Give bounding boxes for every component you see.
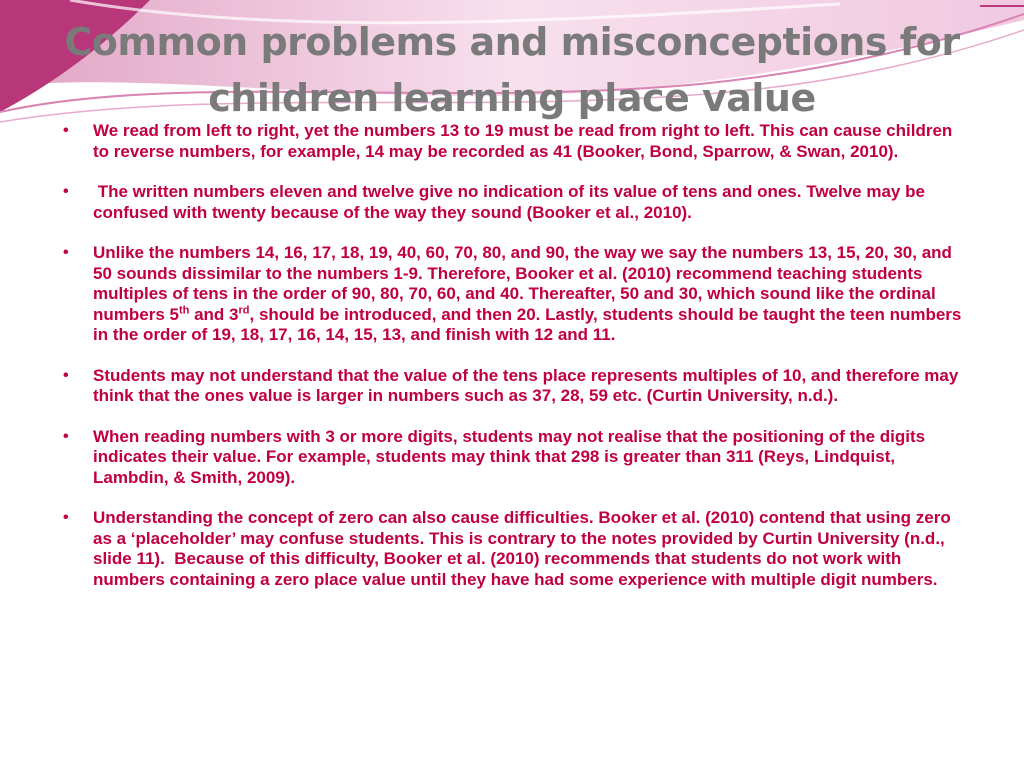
bullet-item [60,427,965,489]
bullet-marker-icon: • [63,366,69,384]
bullet-text: When reading numbers with 3 or more digits, students may not realise that the positioning of the digits indicates their value. For example, students may think that 298 is greater than 311 (Reys, Lindquist, Lambdin, & Smith, 2009). [93,426,926,487]
ordinal-superscript: th [178,303,190,316]
bullet-list [60,121,965,610]
bullet-text: Understanding the concept of zero can also cause difficulties. Booker et al. (2010) contend that using zero as a ‘placeholder’ may confuse students. This is contrary to the notes provided by Curtin University (n.d., slide 11). Because of this difficulty, Booker et al. (2010) recommends that students do not work with numbers containing a zero place value until they have had some experience with multiple digit numbers. [93,508,956,589]
bullet-text-part: Unlike the numbers 14, 16, 17, 18, 19, 40, 60, 70, 80, and 90, the way we say the numbers 13, 15, 20, 30, and 50 sounds dissimilar to the numbers 1-9. Therefore, Booker et al. (2010) recommend teaching students multiples of tens in the order of 90, 80, 70, 60, and 40. Thereafter, 50 and 30, which sound like the ordinal numbers 5 [93,243,952,324]
bullet-marker-icon: • [63,244,69,261]
bullet-marker-icon: • [63,183,69,200]
bullet-item [60,366,965,407]
bullet-text: The written numbers eleven and twelve give no indication of its value of tens and ones. Twelve may be confused with twenty because of the way they sound (Booker et al., 2010). [93,182,930,222]
bullet-text: Students may not understand that the value of the tens place represents multiples of 10, and therefore may think that the ones value is larger in numbers such as 37, 28, 59 etc. (Curtin University, n.d.). [93,365,959,405]
bullet-item [60,121,965,162]
bullet-marker-icon: • [63,122,69,139]
bullet-item [60,243,965,346]
bullet-marker-icon: • [63,427,69,445]
ordinal-superscript: rd [238,303,250,316]
bullet-marker-icon: • [63,509,69,526]
bullet-text-part: , should be introduced, and then 20. Lastly, students should be taught the teen numbers in the order of 19, 18, 17, 16, 14, 15, 13, and finish with 12 and 11. [93,304,962,344]
bullet-text: We read from left to right, yet the numbers 13 to 19 must be read from right to left. This can cause children to reverse numbers, for example, 14 may be recorded as 41 (Booker, Bond, Sparrow, & Swan, 2010). [93,121,953,161]
slide-title-line-1: Common problems and misconceptions for [64,20,960,64]
bullet-item [60,182,965,223]
bullet-text-part: and 3 [189,304,239,324]
slide-title [40,14,984,126]
slide-title-line-2: children learning place value [208,76,816,120]
bullet-item [60,508,965,590]
